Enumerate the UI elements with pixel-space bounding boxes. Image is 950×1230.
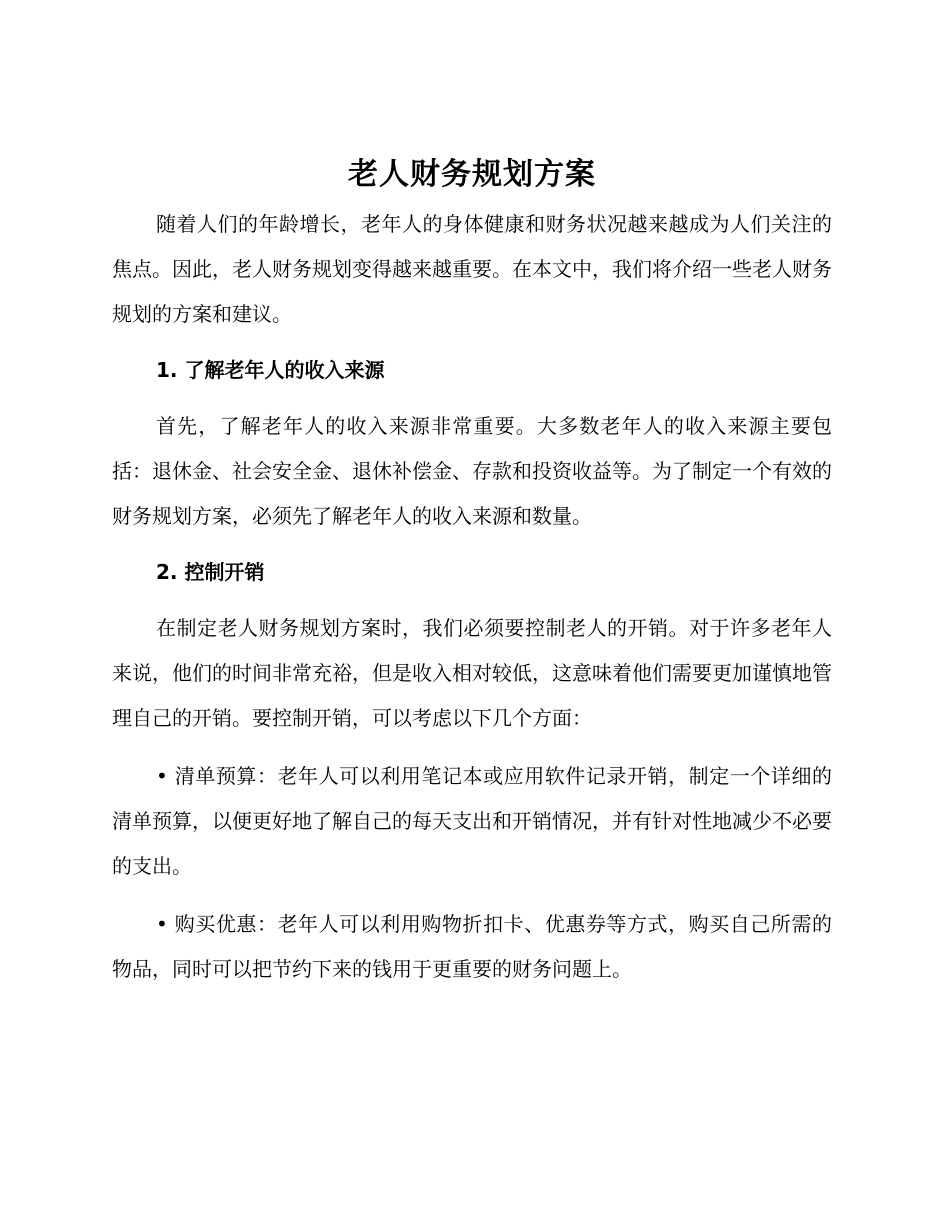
section-heading-income: 1. 了解老年人的收入来源 <box>156 358 385 382</box>
spacer <box>112 741 832 754</box>
spacer <box>112 539 832 550</box>
section-paragraph-income: 首先，了解老年人的收入来源非常重要。大多数老年人的收入来源主要包括：退休金、社会安全金、退休补偿金、存款和投资收益等。为了制定一个有效的财务规划方案，必须先了解老年人的收入来源和数量。 <box>112 414 832 528</box>
intro-paragraph: 随着人们的年龄增长，老年人的身体健康和财务状况越来越成为人们关注的焦点。因此，老人财务规划变得越来越重要。在本文中，我们将介绍一些老人财务规划的方案和建议。 <box>112 212 832 326</box>
spacer <box>112 337 832 348</box>
document-page <box>112 148 832 992</box>
document-title: 老人财务规划方案 <box>348 157 596 192</box>
spacer <box>112 889 832 902</box>
section-paragraph-expenses: 在制定老人财务规划方案时，我们必须要控制老人的开销。对于许多老年人来说，他们的时间非常充裕，但是收入相对较低，这意味着他们需要更加谨慎地管理自己的开销。要控制开销，可以考虑以下几个方面： <box>112 616 832 730</box>
spacer <box>112 595 832 606</box>
bullet-budget-list: • 清单预算：老年人可以利用笔记本或应用软件记录开销，制定一个详细的清单预算，以便更好地了解自己的每天支出和开销情况，并有针对性地减少不必要的支出。 <box>112 764 832 878</box>
bullet-discount-shopping: • 购买优惠：老年人可以利用购物折扣卡、优惠券等方式，购买自己所需的物品，同时可以把节约下来的钱用于更重要的财务问题上。 <box>112 912 832 981</box>
section-heading-expenses: 2. 控制开销 <box>156 560 265 584</box>
spacer <box>112 393 832 404</box>
